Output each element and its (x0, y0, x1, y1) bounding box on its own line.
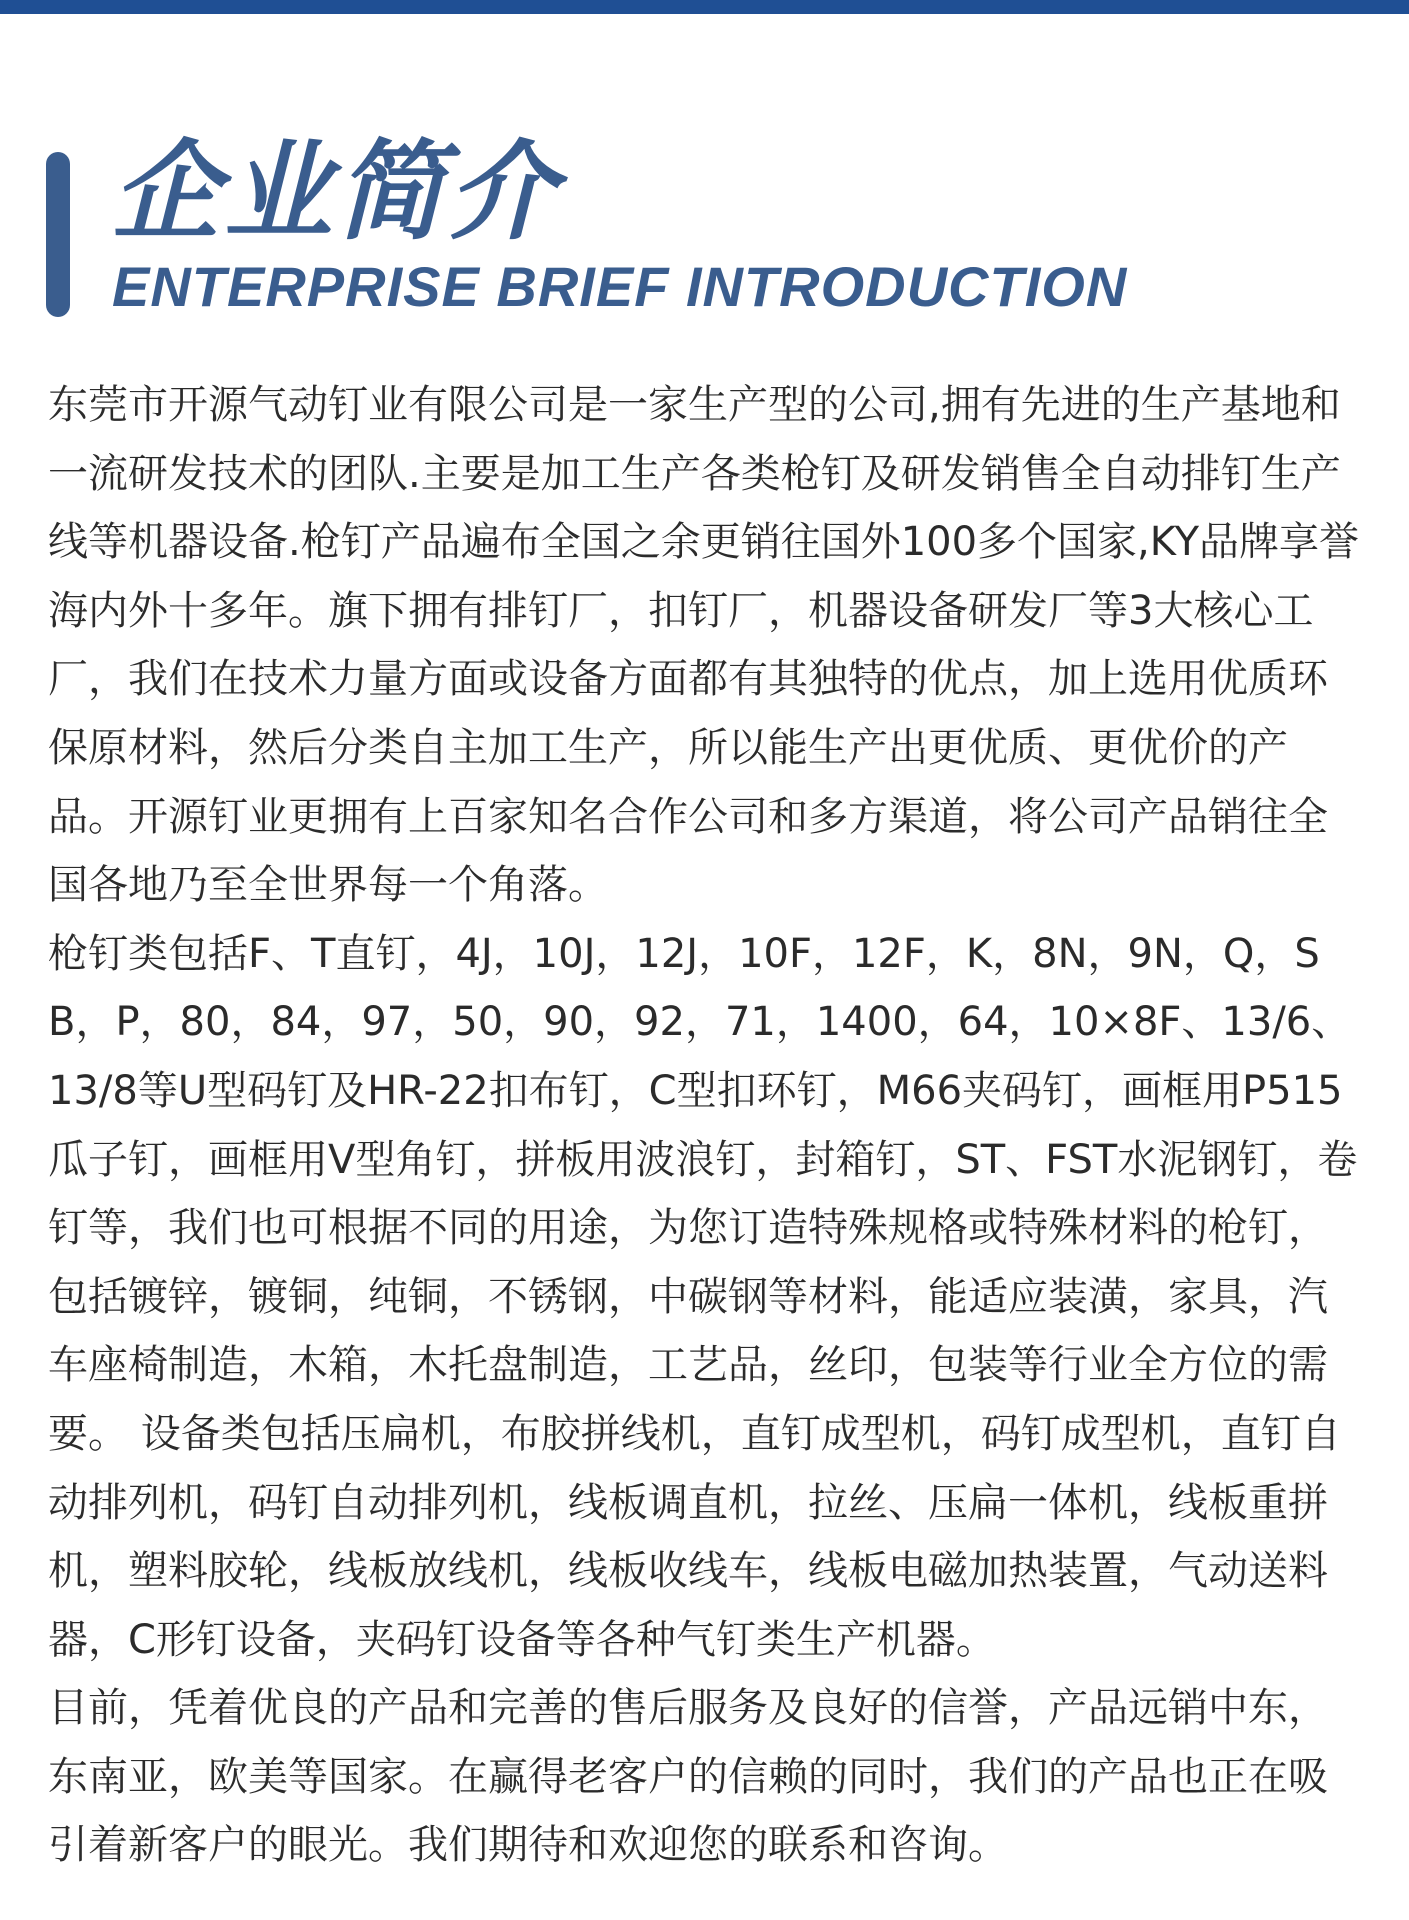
top-banner-bar (0, 0, 1409, 14)
page-title: 企业简介 (112, 130, 561, 255)
page-subtitle: ENTERPRISE BRIEF INTRODUCTION (112, 255, 1128, 318)
intro-paragraph-markets: 目前，凭着优良的产品和完善的售后服务及良好的信誉，产品远销中东，东南亚，欧美等国家。在赢得老客户的信赖的同时，我们的产品也正在吸引着新客户的眼光。我们期待和欢迎您的联系和咨询。 (48, 1685, 1328, 1869)
intro-paragraph-products: 枪钉类包括F、T直钉，4J，10J，12J，10F，12F，K，8N，9N，Q，SB，P，80，84，97，50，90，92，71，1400，64，10×8F、13/6、13/8等U型码钉及HR-22扣布钉，C型扣环钉，M66夹码钉，画框用P515瓜子钉，画框用V型角钉，拼板用波浪钉，封箱钉，ST、FST水泥钢钉，卷钉等，我们也可根据不同的用途，为您订造特殊规格或特殊材料的枪钉，包括镀锌，镀铜，纯铜，不锈钢，中碳钢等材料，能适应装潢，家具，汽车座椅制造，木箱，木托盘制造，工艺品，丝印，包装等行业全方位的需要。 设备类包括压扁机，布胶拼线机，直钉成型机，码钉成型机，直钉自动排列机，码钉自动排列机，线板调直机，拉丝、压扁一体机，线板重拼机，塑料胶轮，线板放线机，线板收线车，线板电磁加热装置，气动送料器，C形钉设备，夹码钉设备等各种气钉类生产机器。 (48, 930, 1358, 1663)
title-accent-bar (46, 152, 70, 317)
introduction-body (48, 371, 1360, 1880)
intro-paragraph-company: 东莞市开源气动钉业有限公司是一家生产型的公司,拥有先进的生产基地和一流研发技术的团队.主要是加工生产各类枪钉及研发销售全自动排钉生产线等机器设备.枪钉产品遍布全国之余更销往国外100多个国家,KY品牌享誉海内外十多年。旗下拥有排钉厂，扣钉厂，机器设备研发厂等3大核心工厂，我们在技术力量方面或设备方面都有其独特的优点，加上选用优质环保原材料，然后分类自主加工生产，所以能生产出更优质、更优价的产品。开源钉业更拥有上百家知名合作公司和多方渠道，将公司产品销往全国各地乃至全世界每一个角落。 (48, 382, 1360, 909)
